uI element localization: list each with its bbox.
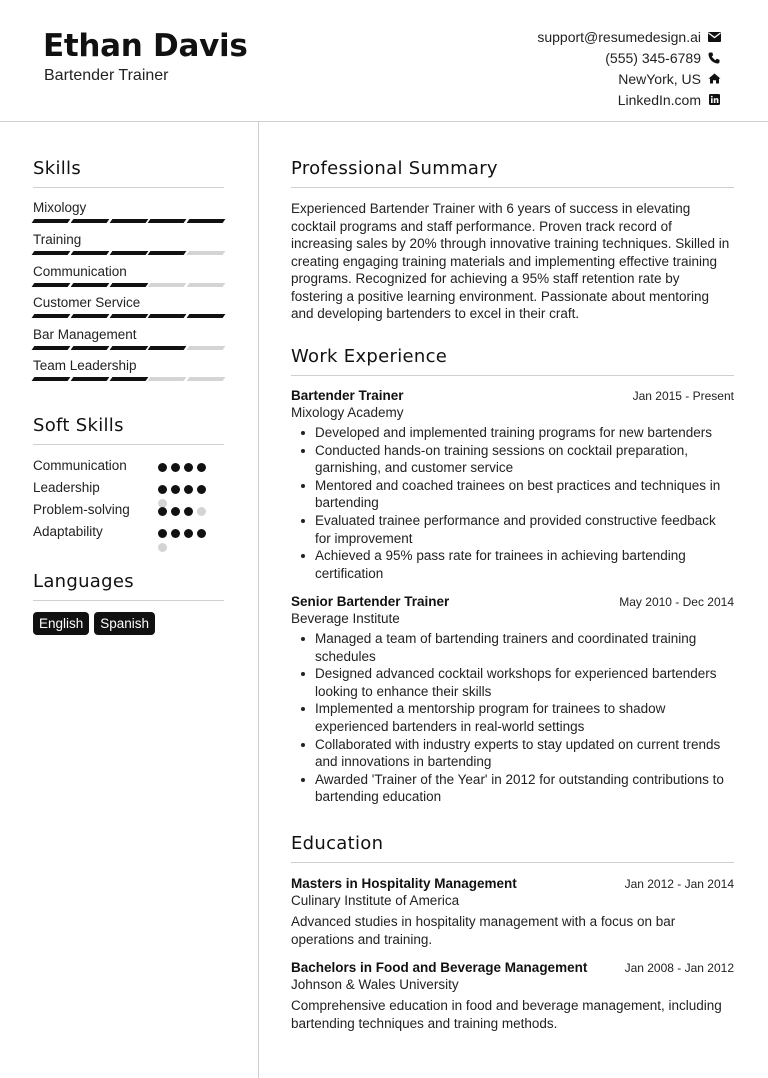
skill-bar-filled	[32, 283, 71, 287]
summary-title: Professional Summary	[291, 158, 498, 179]
home-icon	[707, 73, 721, 84]
experience-section-header	[291, 346, 734, 376]
skill-bar-filled	[70, 346, 109, 350]
skill-bar-filled	[70, 314, 109, 318]
skill-level-bar	[33, 314, 224, 318]
job-entry	[291, 388, 734, 582]
soft-skill-label: Adaptability	[33, 524, 103, 539]
soft-skills-title: Soft Skills	[33, 415, 124, 436]
contact-email[interactable]	[537, 26, 721, 47]
job-bullet: Conducted hands-on training sessions on cocktail preparation, garnishing, and customer service	[291, 442, 734, 477]
summary-text: Experienced Bartender Trainer with 6 years of success in elevating cocktail programs and staff performance. Proven track record of increasing sales by 20% through innovative training techniques. Skilled in creating engaging training materials and implementing effective training programs. Recognized for achieving a 95% staff retention rate by fostering a positive learning environment. Passionate about mentoring and developing bartenders to excel in their craft.	[291, 201, 730, 321]
rating-dot-filled	[171, 529, 180, 538]
skill-level-bar	[33, 283, 224, 287]
skill-bar-empty	[148, 283, 187, 287]
skill-level-bar	[33, 377, 224, 381]
skill-bar-filled	[70, 219, 109, 223]
education-degree: Masters in Hospitality Management	[291, 876, 517, 891]
soft-skill-label: Problem-solving	[33, 502, 130, 517]
job-bullet: Achieved a 95% pass rate for trainees in achieving bartending certification	[291, 547, 734, 582]
phone-icon	[707, 52, 721, 64]
education-entry	[291, 876, 734, 948]
rating-dot-filled	[171, 507, 180, 516]
skill-item	[33, 200, 224, 223]
skill-bar-filled	[32, 314, 71, 318]
languages-section-header	[33, 571, 224, 601]
skills-section-header	[33, 158, 224, 188]
education-school: Johnson & Wales University	[291, 977, 459, 992]
education-school: Culinary Institute of America	[291, 893, 460, 908]
job-bullet: Collaborated with industry experts to stay updated on current trends and innovations in bartending	[291, 736, 734, 771]
education-description: Comprehensive education in food and beverage management, including bartending techniques and training methods.	[291, 998, 722, 1031]
job-bullet: Implemented a mentorship program for trainees to shadow experienced bartenders in real-world settings	[291, 700, 734, 735]
skill-bar-filled	[32, 346, 71, 350]
skill-bar-filled	[109, 314, 148, 318]
skill-bar-empty	[187, 377, 226, 381]
soft-skill-rating	[158, 463, 218, 473]
contact-info	[537, 26, 721, 110]
skill-bar-filled	[32, 377, 71, 381]
rating-dot-filled	[197, 485, 206, 494]
soft-skill-rating	[158, 507, 218, 517]
job-bullet: Designed advanced cocktail workshops for experienced bartenders looking to enhance their skills	[291, 665, 734, 700]
rating-dot-empty	[197, 507, 206, 516]
rating-dot-filled	[197, 463, 206, 472]
contact-phone[interactable]	[537, 47, 721, 68]
job-bullet: Mentored and coached trainees on best practices and techniques in bartending	[291, 477, 734, 512]
job-dates: May 2010 - Dec 2014	[619, 595, 734, 609]
education-section-header	[291, 833, 734, 863]
job-bullets	[291, 630, 734, 806]
skill-level-bar	[33, 251, 224, 255]
skill-bar-filled	[70, 377, 109, 381]
skill-bar-filled	[148, 251, 187, 255]
job-role: Bartender Trainer	[291, 388, 404, 403]
rating-dot-filled	[158, 507, 167, 516]
rating-dot-filled	[158, 485, 167, 494]
skill-bar-filled	[148, 314, 187, 318]
rating-dot-filled	[184, 507, 193, 516]
contact-phone-text[interactable]: (555) 345-6789	[605, 49, 701, 66]
skill-bar-empty	[148, 377, 187, 381]
envelope-icon	[707, 32, 721, 42]
section-rule	[291, 187, 734, 188]
section-rule	[291, 375, 734, 376]
skill-bar-filled	[70, 283, 109, 287]
skill-item	[33, 358, 224, 381]
skill-level-bar	[33, 219, 224, 223]
languages-list	[33, 612, 155, 635]
skill-label: Bar Management	[33, 327, 137, 342]
skill-bar-empty	[187, 251, 226, 255]
soft-skill-rating	[158, 485, 218, 495]
skill-bar-filled	[70, 251, 109, 255]
skill-bar-filled	[109, 219, 148, 223]
skill-item	[33, 327, 224, 350]
skill-label: Communication	[33, 264, 127, 279]
section-rule	[33, 600, 224, 601]
language-tag: Spanish	[94, 612, 155, 635]
job-organization: Beverage Institute	[291, 611, 400, 626]
skill-bar-filled	[148, 346, 187, 350]
section-rule	[33, 444, 224, 445]
summary-section-header	[291, 158, 734, 188]
skill-bar-empty	[187, 283, 226, 287]
job-bullet: Awarded 'Trainer of the Year' in 2012 for outstanding contributions to bartending education	[291, 771, 734, 806]
skill-bar-filled	[109, 251, 148, 255]
skill-bar-filled	[109, 377, 148, 381]
education-description: Advanced studies in hospitality management with a focus on bar operations and training.	[291, 914, 676, 947]
skill-bar-filled	[109, 346, 148, 350]
contact-location-text: NewYork, US	[618, 70, 701, 87]
skill-item	[33, 264, 224, 287]
skill-label: Training	[33, 232, 82, 247]
linkedin-icon	[707, 94, 721, 105]
skill-level-bar	[33, 346, 224, 350]
skill-item	[33, 232, 224, 255]
contact-linkedin[interactable]	[537, 89, 721, 110]
rating-dot-filled	[184, 529, 193, 538]
job-dates: Jan 2015 - Present	[632, 389, 734, 403]
skill-bar-filled	[109, 283, 148, 287]
section-rule	[291, 862, 734, 863]
rating-dot-filled	[184, 485, 193, 494]
job-bullet: Developed and implemented training programs for new bartenders	[291, 424, 734, 442]
job-organization: Mixology Academy	[291, 405, 404, 420]
rating-dot-empty	[158, 543, 167, 552]
rating-dot-filled	[197, 529, 206, 538]
skill-bar-filled	[32, 219, 71, 223]
rating-dot-filled	[171, 485, 180, 494]
skill-bar-filled	[187, 219, 226, 223]
soft-skill-label: Leadership	[33, 480, 100, 495]
education-dates: Jan 2012 - Jan 2014	[624, 877, 734, 891]
job-bullets	[291, 424, 734, 582]
education-degree: Bachelors in Food and Beverage Management	[291, 960, 588, 975]
skill-bar-filled	[148, 219, 187, 223]
soft-skill-rating	[158, 529, 218, 539]
candidate-name: Ethan Davis	[43, 28, 248, 64]
contact-linkedin-text[interactable]: LinkedIn.com	[617, 91, 701, 108]
job-entry	[291, 594, 734, 806]
rating-dot-filled	[171, 463, 180, 472]
skills-title: Skills	[33, 158, 82, 179]
job-role: Senior Bartender Trainer	[291, 594, 450, 609]
education-entry	[291, 960, 734, 1032]
skill-label: Team Leadership	[33, 358, 137, 373]
experience-title: Work Experience	[291, 346, 448, 367]
skill-bar-filled	[187, 314, 226, 318]
contact-location	[537, 68, 721, 89]
skill-bar-filled	[32, 251, 71, 255]
skill-label: Customer Service	[33, 295, 141, 310]
job-bullet: Managed a team of bartending trainers and coordinated training schedules	[291, 630, 734, 665]
contact-email-text[interactable]: support@resumedesign.ai	[537, 28, 701, 45]
soft-skills-section-header	[33, 415, 224, 445]
education-dates: Jan 2008 - Jan 2012	[624, 961, 734, 975]
job-bullet: Evaluated trainee performance and provided constructive feedback for improvement	[291, 512, 734, 547]
rating-dot-filled	[158, 463, 167, 472]
candidate-title: Bartender Trainer	[44, 67, 169, 84]
skill-bar-empty	[187, 346, 226, 350]
language-tag: English	[33, 612, 89, 635]
resume-header	[0, 0, 768, 122]
soft-skill-label: Communication	[33, 458, 127, 473]
skill-item	[33, 295, 224, 318]
skill-label: Mixology	[33, 200, 87, 215]
column-divider	[258, 122, 259, 1078]
education-title: Education	[291, 833, 384, 854]
languages-title: Languages	[33, 571, 134, 592]
rating-dot-filled	[184, 463, 193, 472]
rating-dot-filled	[158, 529, 167, 538]
section-rule	[33, 187, 224, 188]
